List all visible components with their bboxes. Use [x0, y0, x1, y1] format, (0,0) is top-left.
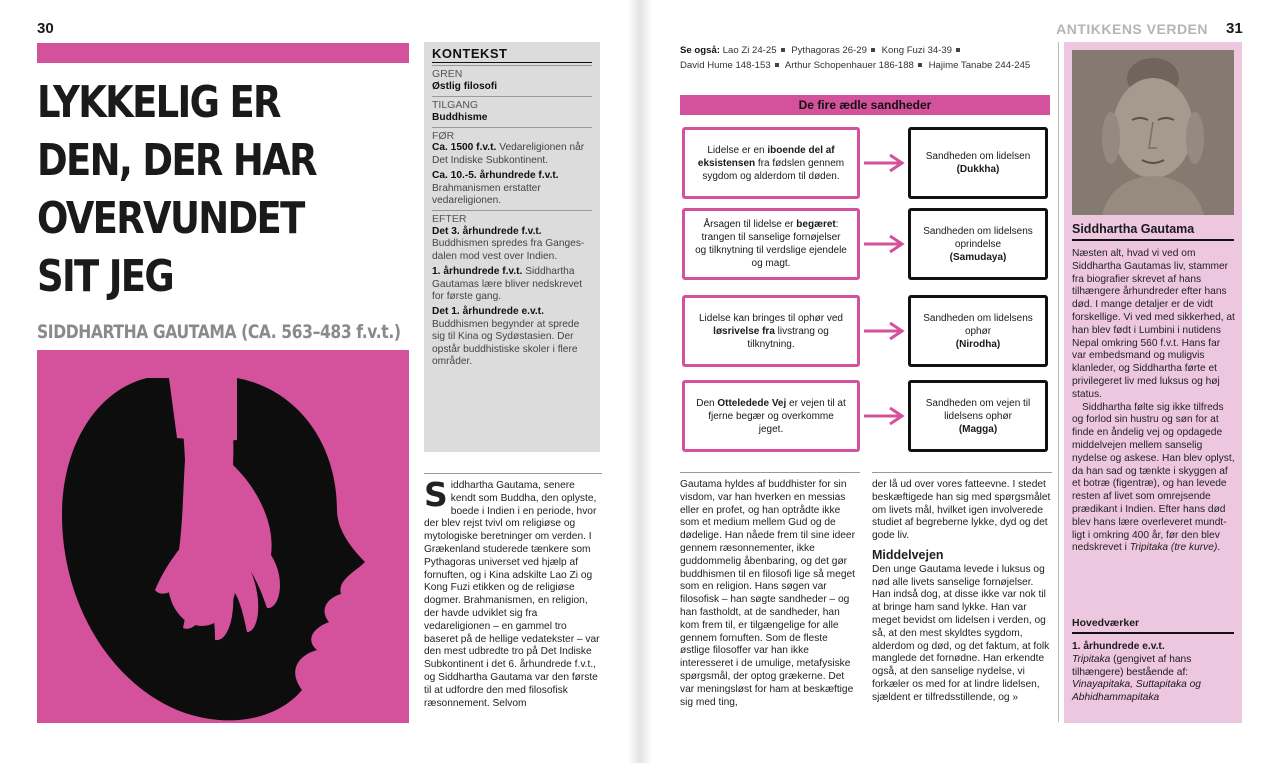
- truth-description: Den Otteledede Vej er vejen til at fjerne begær og overkomme jeget.: [682, 380, 860, 452]
- context-label-for: FØR: [432, 127, 592, 142]
- works-heading: Hovedværker: [1072, 617, 1234, 634]
- context-item: Ca. 1500 f.v.t. Vedareligionen når Det Indiske Subkontinent.: [432, 142, 585, 166]
- context-heading: KONTEKST: [432, 48, 592, 63]
- page-number-left: 30: [37, 20, 54, 37]
- body-paragraph: der lå ud over vores fatteevne. I stedet beskæftigede han sig med spørgsmålet om livets mål, hvilket igen involverede studiet af begreberne lykke, dyd og det gode liv.: [872, 479, 1051, 542]
- column-divider: [1058, 42, 1059, 722]
- body-column-2: [872, 472, 1052, 705]
- running-head: ANTIKKENS VERDEN: [1056, 21, 1208, 37]
- bio-paragraph: Næsten alt, hvad vi ved om Siddhartha Gautamas liv, stammer fra biografier skrevet af hans tilhængere århundreder efter hans død. I mange detaljer er de vidt forskellige. Vi ved med sikkerhed, at han blev født i Lumbini i nutidens Nepal omkring 560 f.v.t. Hans far var embedsmand og muligvis klanleder, og Siddhartha førte et privilegeret liv med luksus og høj status.: [1072, 248, 1235, 400]
- head-silhouette-icon: [37, 350, 409, 723]
- see-also-label: Se også:: [680, 45, 720, 56]
- truth-description: Lidelse er en iboende del af eksistensen fra fødslen gennem sygdom og alderdom til døden.: [682, 127, 860, 199]
- work-date: 1. århundrede e.v.t.: [1072, 641, 1165, 652]
- intro-text: iddhartha Gautama, senere kendt som Buddha, den oplyste, boede i Indien i en periode, hvor der blev rejst tvivl om religiøse og mytologiske beretninger om verden. I Grækenland studerede tænkere som Pythagoras universet ved hjælp af fornuften, og i Kina adskilte Lao Zi og Kong Fuzi etikken og de religiøse dogmer. Brahmanismen, en religion, der havde udviklet sig fra vedareligionen – en gammel tro baseret på de hellige vedatekster – var den mest udbredte tro på Det Indiske Subkontinent i det 6. århundrede f.v.t., og Siddhartha Gautama var den første til at udfordre den med filosofisk ræsonnement. Selvom: [424, 480, 600, 709]
- context-item: 1. århundrede f.v.t. Siddhartha Gautamas lære bliver nedskrevet for første gang.: [432, 266, 583, 302]
- context-value-tilgang: Buddhisme: [432, 111, 488, 123]
- truth-name: Sandheden om lidelsens oprindelse (Samudaya): [908, 208, 1048, 280]
- see-also-ref: Pythagoras 26-29: [791, 45, 867, 56]
- works-list: 1. århundrede e.v.t. Tripitaka (gengivet af hans tilhængere) bestående af: Vinayapitaka, Suttapitaka og Abhidhammapitaka: [1072, 641, 1201, 704]
- see-also-ref: Hajime Tanabe 244-245: [928, 60, 1031, 71]
- work-parts: Vinayapitaka, Suttapitaka og Abhidhammapitaka: [1072, 679, 1201, 704]
- buddha-head-icon: [1072, 50, 1234, 215]
- section-subheading: Middelvejen: [872, 547, 944, 562]
- context-label-tilgang: TILGANG: [432, 96, 592, 111]
- title-accent-bar: [37, 43, 409, 63]
- sidebar-bio: [1072, 248, 1236, 555]
- truth-name: Sandheden om lidelsen (Dukkha): [908, 127, 1048, 199]
- page-subtitle: SIDDHARTHA GAUTAMA (CA. 563–483 f.v.t.): [37, 321, 401, 343]
- work-title: Tripitaka: [1072, 653, 1111, 665]
- sidebar-name: Siddhartha Gautama: [1072, 222, 1234, 241]
- context-item: Ca. 10.-5. århundrede f.v.t. Brahmanismen erstatter vedareligionen.: [432, 170, 559, 207]
- title-line: SIT JEG: [37, 251, 174, 302]
- arrow-right-icon: [862, 321, 906, 341]
- see-also-ref: Arthur Schopenhauer 186-188: [784, 60, 914, 71]
- intro-column: [424, 473, 602, 710]
- drop-cap: S: [424, 475, 448, 514]
- truth-row: [680, 127, 1050, 199]
- truth-row: [680, 295, 1050, 367]
- truth-name: Sandheden om lidelsens ophør (Nirodha): [908, 295, 1048, 367]
- title-line: DEN, DER HAR: [37, 135, 316, 186]
- truth-description: Årsagen til lidelse er begæret: trangen til sanselige fornøjelser og tilknytning til verdslige ejendele og magt.: [682, 208, 860, 280]
- truth-description: Lidelse kan bringes til ophør ved løsrivelse fra livstrang og tilknytning.: [682, 295, 860, 367]
- see-also-ref: Kong Fuzi 34-39: [881, 45, 953, 56]
- arrow-right-icon: [862, 406, 906, 426]
- context-box: [424, 42, 600, 452]
- context-value-gren: Østlig filosofi: [432, 80, 498, 92]
- see-also-ref: David Hume 148-153: [680, 60, 771, 71]
- truth-row: [680, 380, 1050, 452]
- context-label-gren: GREN: [432, 65, 592, 80]
- body-column-1: Gautama hyldes af buddhister for sin visdom, var han hverken en messias eller en profet, og han optrådte ikke som et medium mellem Gud og de dødelige. Han nåede frem til sine ideer gennem ræsonnementer, ikke guddommelig åbenbaring, og det gør buddhismen til en filosofi lige så meget som en religion. Hans søgen var filosofisk – han søgte sandheder – og han fastholdt, at de sandheder, han kom frem til, er tilgængelige for alle gennem fornuften. Som de fleste østlige filosoffer var han ikke interesseret i de umulige, metafysiske spørgsmål, der optog grækerne. Det var meningsløst for ham at beskæftige sig med ting,: [680, 472, 860, 709]
- truths-title: De fire ædle sandheder: [680, 95, 1050, 115]
- arrow-right-icon: [862, 234, 906, 254]
- truth-row: [680, 208, 1050, 280]
- page-title: [37, 74, 352, 306]
- context-label-efter: EFTER: [432, 210, 592, 225]
- truth-name: Sandheden om vejen til lidelsens ophør (Magga): [908, 380, 1048, 452]
- title-line: OVERVUNDET: [37, 193, 304, 244]
- page-number-right: 31: [1226, 20, 1243, 37]
- see-also-ref: Lao Zi 24-25: [722, 45, 777, 56]
- see-also: [680, 43, 1040, 73]
- biography-sidebar: [1064, 42, 1242, 723]
- buddha-statue-photo: [1072, 50, 1234, 215]
- context-item: Det 1. århundrede e.v.t. Buddhismen begynder at sprede sig til Kina og Sydøstasien. Der opstår buddhistiske skoler i flere områder.: [432, 306, 580, 367]
- bio-paragraph: Siddhartha følte sig ikke tilfreds og forlod sin hustru og søn for at finde en åndelig vej og opdagede middelvejen mellem sanselig nydelse og askese. Han blev oplyst, da han sad og tænkte i skyggen af et botræ (figentræ), og han levede resten af livet som omrejsende prædikant i Indien. Efter hans død blev hans lære overleveret mundtligt i omkring 400 år, før den blev nedskrevet i Tripitaka (tre kurve).: [1072, 401, 1235, 554]
- body-paragraph: Den unge Gautama levede i luksus og nød alle livets sanselige fornøjelser. Han indså dog, at disse ikke var nok til at bringe ham sand lykke. Han var meget bevidst om lidelsen i verden, og så, at den mest skyldtes sygdom, alderdom og død, og det faktum, at folk manglede det fornødne. Han erkendte også, at den sanselige nydelse, vi forkæler os med for at lindre lidelsen, sjældent er tilfredsstillende, og »: [872, 563, 1050, 703]
- arrow-right-icon: [862, 153, 906, 173]
- head-hand-illustration: [37, 350, 409, 723]
- title-line: LYKKELIG ER: [37, 77, 280, 128]
- book-gutter: [628, 0, 652, 763]
- context-item: Det 3. århundrede f.v.t. Buddhismen spredes fra Ganges-dalen mod vest over Indien.: [432, 225, 585, 262]
